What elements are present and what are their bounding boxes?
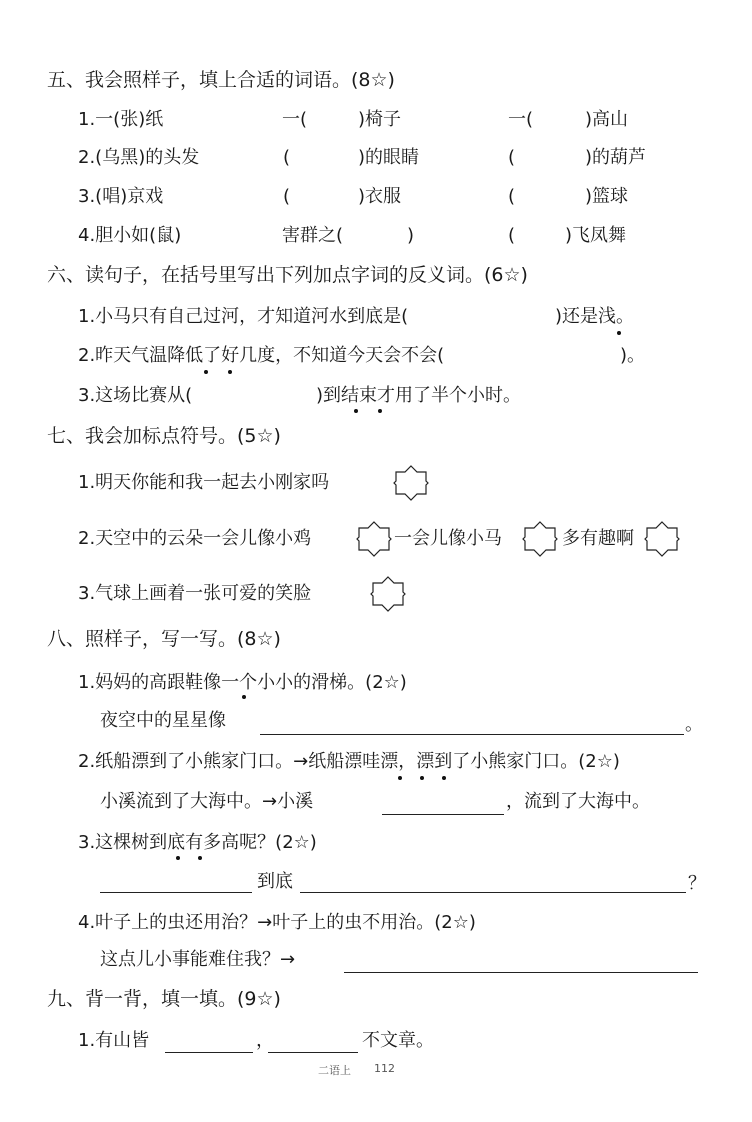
answer-line <box>260 734 684 735</box>
answer-line <box>344 972 698 973</box>
s5-r1-c-close: )高山 <box>585 109 629 130</box>
footer-book: 二语上 <box>318 1064 351 1077</box>
s6-q2-start: 2.昨天气温降低了好几度，不知道今天会不会( <box>78 345 445 366</box>
page-number: 112 <box>374 1062 395 1075</box>
s5-r2-b-open: ( <box>283 147 291 168</box>
emphasis-dot <box>204 370 208 374</box>
emphasis-dot <box>176 856 180 860</box>
s9-q1-comma: ， <box>256 1030 274 1051</box>
s6-q1-end: )还是浅。 <box>555 306 635 327</box>
s5-r1-b-open: 一( <box>282 109 308 130</box>
s8-q2: 2.纸船漂到了小熊家门口。→纸船漂哇漂，漂到了小熊家门口。(2☆) <box>78 751 620 772</box>
punctuation-box <box>370 576 406 612</box>
punctuation-box <box>393 465 429 501</box>
s9-q1-start: 1.有山皆 <box>78 1030 150 1051</box>
s8-q4-fill-label: 这点儿小事能难住我？→ <box>100 949 296 970</box>
emphasis-dot <box>242 695 246 699</box>
s5-r3-example: 3.(唱)京戏 <box>78 186 164 207</box>
s8-q4: 4.叶子上的虫还用治？→叶子上的虫不用治。(2☆) <box>78 912 476 933</box>
s7-q2-a: 2.天空中的云朵一会儿像小鸡 <box>78 528 312 549</box>
section-8-title: 八、照样子，写一写。(8☆) <box>47 628 281 650</box>
s8-q1-period: 。 <box>685 714 703 735</box>
emphasis-dot <box>442 776 446 780</box>
s5-r4-b-close: ) <box>407 225 415 246</box>
answer-line <box>382 814 504 815</box>
s6-q1-start: 1.小马只有自己过河，才知道河水到底是( <box>78 306 409 327</box>
s9-q1-end: 不文章。 <box>362 1030 434 1051</box>
section-5-title: 五、我会照样子，填上合适的词语。(8☆) <box>47 69 395 91</box>
section-9-title: 九、背一背，填一填。(9☆) <box>47 988 281 1010</box>
s7-q3: 3.气球上画着一张可爱的笑脸 <box>78 583 312 604</box>
answer-line <box>268 1052 358 1053</box>
s8-q3-mid: 到底 <box>257 871 293 892</box>
s7-q2-b: 一会儿像小马 <box>394 528 502 549</box>
s5-r4-c-close: )飞凤舞 <box>565 225 627 246</box>
punctuation-box <box>644 521 680 557</box>
s5-r2-c-open: ( <box>508 147 516 168</box>
s6-q3-start: 3.这场比赛从( <box>78 385 193 406</box>
s6-q3-end: )到结束才用了半个小时。 <box>316 385 522 406</box>
emphasis-dot <box>398 776 402 780</box>
s5-r3-b-close: )衣服 <box>358 186 402 207</box>
s8-q2-fill-end: ，流到了大海中。 <box>506 791 650 812</box>
answer-line <box>165 1052 253 1053</box>
section-7-title: 七、我会加标点符号。(5☆) <box>47 425 281 447</box>
s7-q1: 1.明天你能和我一起去小刚家吗 <box>78 472 330 493</box>
s5-r3-b-open: ( <box>283 186 291 207</box>
emphasis-dot <box>378 409 382 413</box>
s8-q1-fill-label: 夜空中的星星像 <box>100 710 226 731</box>
emphasis-dot <box>198 856 202 860</box>
section-6-title: 六、读句子，在括号里写出下列加点字词的反义词。(6☆) <box>47 264 528 286</box>
s5-r1-c-open: 一( <box>508 109 534 130</box>
emphasis-dot <box>617 331 621 335</box>
s7-q2-c: 多有趣啊 <box>562 528 634 549</box>
s5-r2-b-close: )的眼睛 <box>358 147 420 168</box>
s5-r1-example: 1.一(张)纸 <box>78 109 164 130</box>
s5-r1-b-close: )椅子 <box>358 109 402 130</box>
s6-q2-end: )。 <box>620 345 646 366</box>
s8-q3: 3.这棵树到底有多高呢？(2☆) <box>78 832 317 853</box>
s5-r3-c-open: ( <box>508 186 516 207</box>
emphasis-dot <box>354 409 358 413</box>
s5-r4-c-open: ( <box>508 225 516 246</box>
s8-q3-question-mark: ？ <box>688 873 706 894</box>
s8-q1: 1.妈妈的高跟鞋像一个小小的滑梯。(2☆) <box>78 672 407 693</box>
punctuation-box <box>522 521 558 557</box>
s5-r4-example: 4.胆小如(鼠) <box>78 225 182 246</box>
emphasis-dot <box>228 370 232 374</box>
emphasis-dot <box>420 776 424 780</box>
punctuation-box <box>356 521 392 557</box>
s5-r2-example: 2.(乌黑)的头发 <box>78 147 200 168</box>
s8-q2-fill-start: 小溪流到了大海中。→小溪 <box>100 791 314 812</box>
answer-line <box>300 892 686 893</box>
s5-r4-b-open: 害群之( <box>282 225 344 246</box>
answer-line <box>100 892 252 893</box>
s5-r3-c-close: )篮球 <box>585 186 629 207</box>
s5-r2-c-close: )的葫芦 <box>585 147 647 168</box>
